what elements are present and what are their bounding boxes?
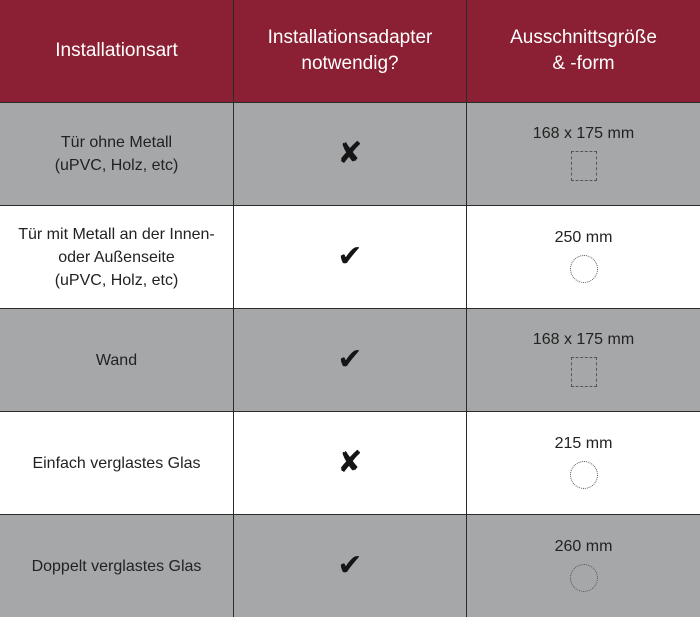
- installation-type-line: (uPVC, Holz, etc): [54, 157, 179, 174]
- table-row-type-cell: [0, 309, 234, 412]
- square-cutout-icon: [571, 151, 597, 181]
- cutout-size-value: 215 mm: [554, 434, 613, 452]
- circle-cutout-icon: [570, 461, 598, 489]
- installation-type-line: Wand: [95, 351, 138, 369]
- installation-type-line: Tür mit Metall an der Innen-: [18, 225, 215, 243]
- cutout-size-value: 250 mm: [554, 228, 613, 246]
- header-cutout-size: [467, 0, 700, 103]
- cutout-size-value: 260 mm: [554, 537, 613, 555]
- installation-type-line: oder Außenseite: [58, 248, 175, 266]
- cross-icon: ✘: [337, 445, 363, 480]
- header-cutout-label-line2: & -form: [552, 53, 615, 74]
- checkmark-icon: ✔: [337, 548, 363, 583]
- circle-cutout-icon: [570, 564, 598, 592]
- table-row-size-cell: [467, 103, 700, 206]
- table-row-adapter-cell: [234, 206, 467, 309]
- header-installation-type-label: Installationsart: [55, 40, 178, 61]
- table-row-type-cell: [0, 412, 234, 515]
- cutout-size-value: 168 x 175 mm: [532, 330, 635, 348]
- header-adapter-label-line1: Installationsadapter: [267, 27, 433, 48]
- header-installation-type: [0, 0, 234, 103]
- table-row-adapter-cell: [234, 515, 467, 617]
- circle-cutout-icon: [570, 255, 598, 283]
- table-row-size-cell: [467, 412, 700, 515]
- table-row-type-cell: [0, 515, 234, 617]
- table-row-size-cell: [467, 515, 700, 617]
- table-row-type-cell: [0, 206, 234, 309]
- installation-type-line: Doppelt verglastes Glas: [31, 557, 202, 575]
- table-row-type-cell: [0, 103, 234, 206]
- square-cutout-icon: [571, 357, 597, 387]
- table-row-size-cell: [467, 206, 700, 309]
- checkmark-icon: ✔: [337, 239, 363, 274]
- table-row-adapter-cell: [234, 412, 467, 515]
- header-adapter-label-line2: notwendig?: [301, 53, 399, 74]
- installation-type-line: Tür ohne Metall: [60, 134, 173, 151]
- header-adapter-required: [234, 0, 467, 103]
- table-row-size-cell: [467, 309, 700, 412]
- installation-type-line: Einfach verglastes Glas: [32, 454, 201, 472]
- table-row-adapter-cell: [234, 309, 467, 412]
- cross-icon: ✘: [337, 136, 363, 171]
- checkmark-icon: ✔: [337, 342, 363, 377]
- cutout-size-value: 168 x 175 mm: [532, 124, 635, 142]
- table-row-adapter-cell: [234, 103, 467, 206]
- header-cutout-label-line1: Ausschnittsgröße: [510, 27, 657, 48]
- installation-type-line: (uPVC, Holz, etc): [54, 271, 179, 289]
